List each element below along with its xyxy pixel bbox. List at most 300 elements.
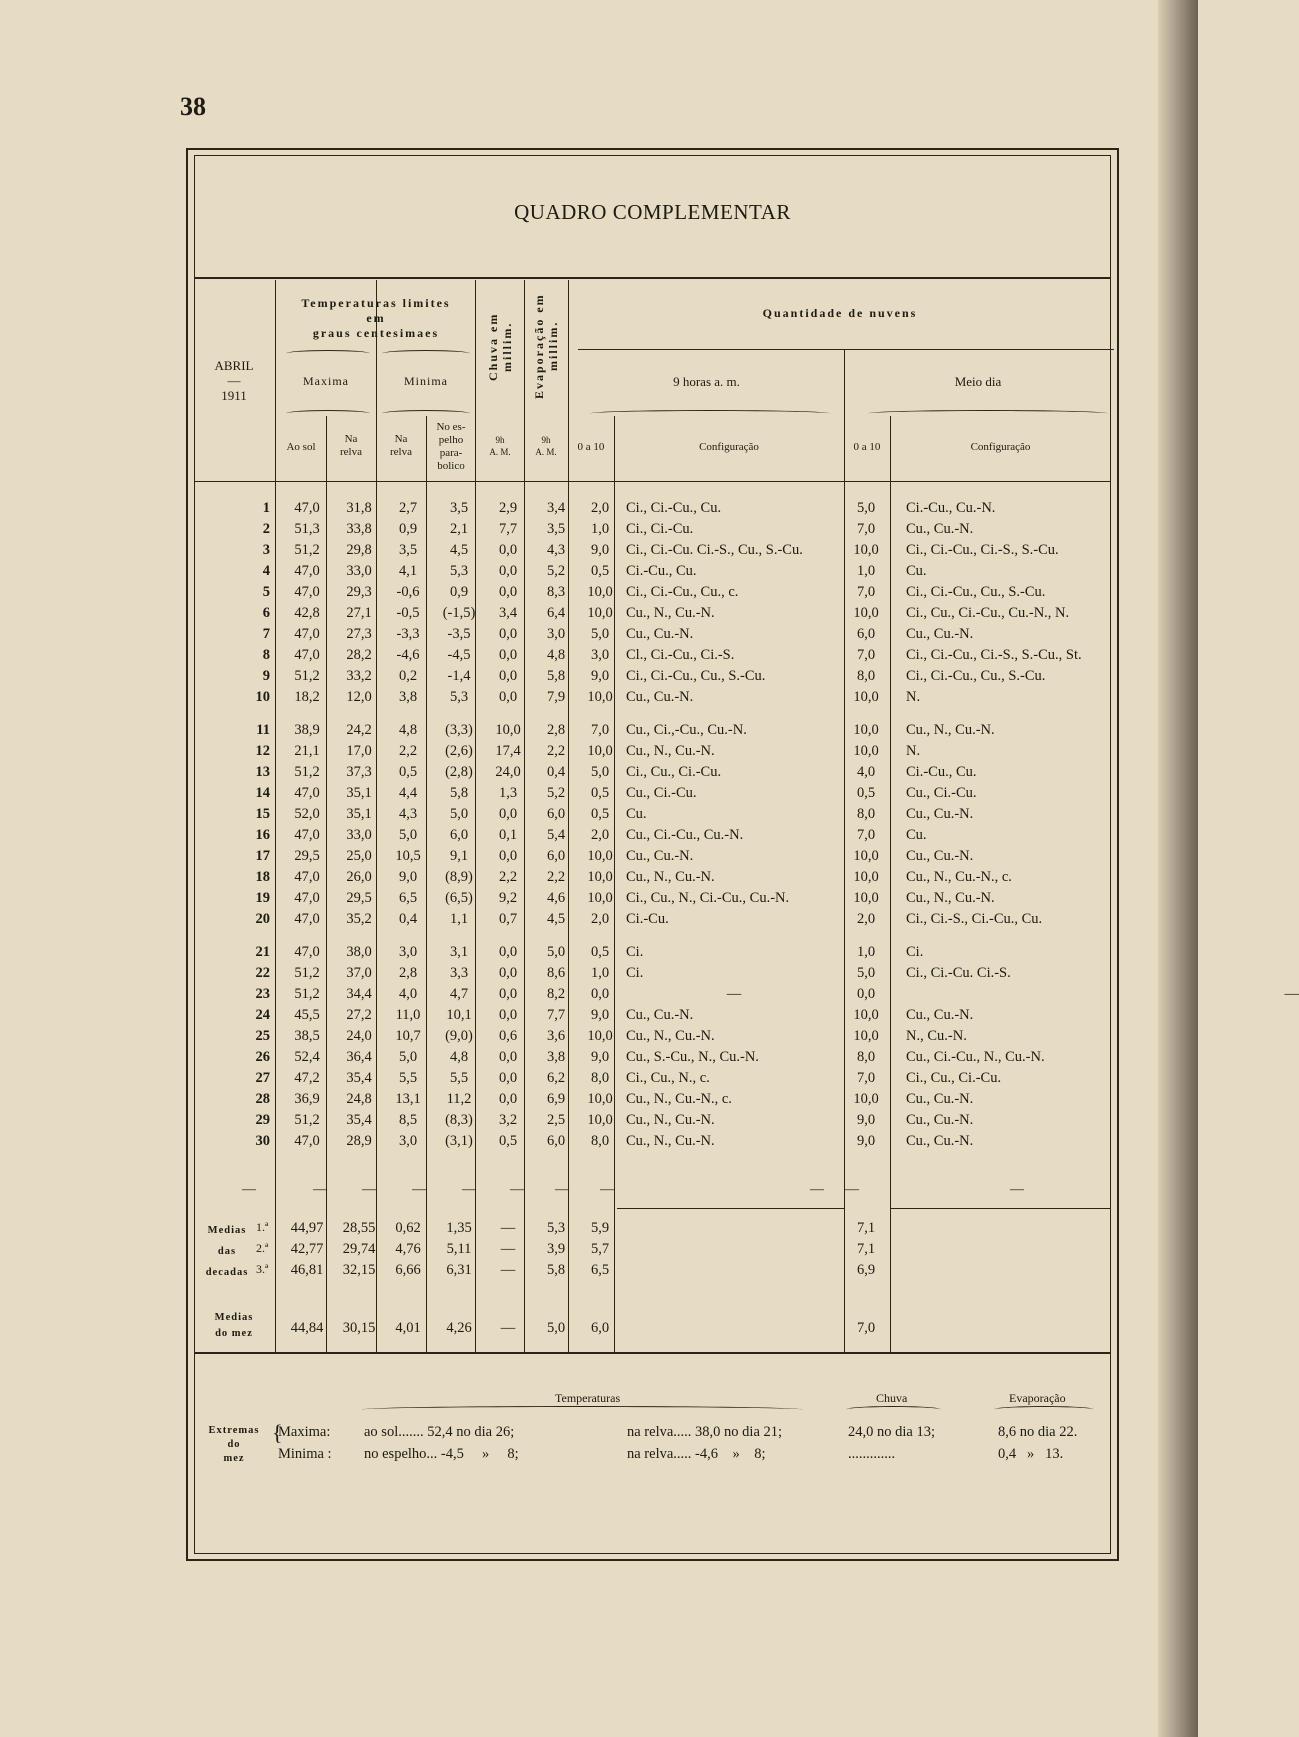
table-row	[194, 1133, 1111, 1154]
cell-config-9h: Cu., Cu.-N.	[626, 689, 694, 705]
cell-nuvens-9h: 10,0	[587, 1091, 613, 1107]
cell-temp-max-relva: 17,0	[346, 743, 372, 759]
cell-config-9h: Ci., Cu., Ci.-Cu.	[626, 764, 722, 780]
header-chuva-hora: 9h A. M.	[489, 435, 511, 457]
medias-decada-row	[194, 1262, 1111, 1283]
decada-value: 5,8	[546, 1262, 566, 1278]
cell-evaporacao: 8,6	[546, 965, 566, 981]
cell-nuvens-9h: 0,5	[590, 785, 610, 801]
cell-chuva: 17,4	[495, 743, 521, 759]
cell-config-meio-dia: Cu., Cu.-N.	[906, 848, 974, 864]
rule-medias	[617, 1208, 844, 1209]
extremas-maxima-label: Maxima:	[278, 1424, 331, 1440]
cell-config-meio-dia: Cu., Cu.-N.	[906, 1091, 974, 1107]
medias-decada-row	[194, 1241, 1111, 1262]
cell-nuvens-meio-dia: 4,0	[856, 764, 876, 780]
cell-evaporacao: 7,7	[546, 1007, 566, 1023]
cell-chuva: 0,0	[498, 1049, 518, 1065]
brace	[286, 350, 370, 357]
cell-temp-min-espelho: 3,1	[449, 944, 469, 960]
cell-day: 10	[255, 689, 270, 705]
cell-nuvens-meio-dia: 7,0	[856, 521, 876, 537]
cell-temp-max-sol: 21,1	[294, 743, 320, 759]
cell-temp-max-relva: 29,8	[346, 542, 372, 558]
table-row	[194, 668, 1111, 689]
cell-nuvens-9h: 0,5	[590, 563, 610, 579]
brace	[846, 1406, 941, 1413]
cell-config-9h: Cu., N., Cu.-N.	[626, 1028, 715, 1044]
cell-temp-max-relva: 27,3	[346, 626, 372, 642]
cell-temp-min-espelho: 5,5	[449, 1070, 469, 1086]
cell-temp-min-relva: 9,0	[398, 869, 418, 885]
cell-nuvens-meio-dia: 10,0	[853, 848, 879, 864]
cell-nuvens-meio-dia: 1,0	[856, 563, 876, 579]
cell-nuvens-9h: 8,0	[590, 1133, 610, 1149]
cell-nuvens-meio-dia: 0,0	[856, 986, 876, 1002]
cell-temp-max-sol: 52,4	[294, 1049, 320, 1065]
cell-evaporacao: 2,5	[546, 1112, 566, 1128]
cell-temp-max-relva: 35,4	[346, 1112, 372, 1128]
rule-under-header	[194, 481, 1111, 482]
decada-value: 46,81	[290, 1262, 324, 1278]
cell-evaporacao: 6,2	[546, 1070, 566, 1086]
decada-value: 5,7	[590, 1241, 610, 1257]
page-number: 38	[180, 92, 206, 121]
cell-config-9h: Cu., Ci.-Cu., Cu.-N.	[626, 827, 744, 843]
cell-chuva: 3,2	[498, 1112, 518, 1128]
cell-evaporacao: 2,2	[546, 869, 566, 885]
cell-config-meio-dia: Cu.	[906, 827, 927, 843]
cell-nuvens-meio-dia: 7,0	[856, 647, 876, 663]
cell-temp-max-sol: 47,0	[294, 626, 320, 642]
cell-temp-min-relva: 0,4	[398, 911, 418, 927]
header-nuvens: Quantidade de nuvens	[762, 306, 918, 320]
table-row	[194, 944, 1111, 965]
cell-temp-max-relva: 31,8	[346, 500, 372, 516]
cell-evaporacao: 6,0	[546, 1133, 566, 1149]
cell-evaporacao: 5,2	[546, 563, 566, 579]
cell-day: 17	[255, 848, 270, 864]
cell-temp-max-relva: 29,3	[346, 584, 372, 600]
extremas-min-chuva: .............	[848, 1446, 896, 1462]
cell-config-meio-dia: Cu., Cu.-N.	[906, 1133, 974, 1149]
cell-evaporacao: 6,0	[546, 848, 566, 864]
cell-config-meio-dia: Cu., Ci.-Cu., N., Cu.-N.	[906, 1049, 1045, 1065]
mez-value: 5,0	[546, 1320, 566, 1336]
cell-nuvens-9h: 10,0	[587, 605, 613, 621]
mez-value: 30,15	[342, 1320, 376, 1336]
dash-mark: —	[362, 1182, 376, 1197]
cell-config-meio-dia: Ci.	[906, 944, 924, 960]
table-row	[194, 743, 1111, 764]
cell-config-meio-dia: Ci.-Cu., Cu.	[906, 764, 977, 780]
cell-config-9h: Cu., S.-Cu., N., Cu.-N.	[626, 1049, 759, 1065]
cell-day: 6	[262, 605, 270, 621]
cell-config-meio-dia: Cu., Cu.-N.	[906, 521, 974, 537]
cell-temp-max-relva: 25,0	[346, 848, 372, 864]
cell-chuva: 0,0	[498, 1070, 518, 1086]
cell-temp-min-espelho: 3,5	[449, 500, 469, 516]
decada-value: 3,9	[546, 1241, 566, 1257]
cell-temp-max-relva: 36,4	[346, 1049, 372, 1065]
cell-config-9h: Cu., N., Cu.-N.	[626, 1133, 715, 1149]
header-na-relva-max: Na relva	[340, 433, 362, 458]
dash-mark: —	[242, 1182, 256, 1197]
cell-temp-min-relva: 5,0	[398, 1049, 418, 1065]
brace	[382, 350, 470, 357]
cell-nuvens-9h: 2,0	[590, 827, 610, 843]
cell-nuvens-meio-dia: 1,0	[856, 944, 876, 960]
cell-config-meio-dia: N.	[906, 689, 921, 705]
cell-config-meio-dia: Cu., Ci.-Cu.	[906, 785, 977, 801]
cell-day: 15	[255, 806, 270, 822]
table-row	[194, 689, 1111, 710]
cell-nuvens-meio-dia: 7,0	[856, 1070, 876, 1086]
rule-nuvens	[578, 349, 1114, 350]
cell-temp-min-espelho: 5,3	[449, 689, 469, 705]
cell-config-9h: Cu., N., Cu.-N.	[626, 743, 715, 759]
decada-value: —	[500, 1262, 516, 1278]
cell-temp-min-relva: 11,0	[395, 1007, 421, 1023]
cell-nuvens-9h: 1,0	[590, 965, 610, 981]
cell-nuvens-meio-dia: 0,5	[856, 785, 876, 801]
cell-temp-min-relva: 3,8	[398, 689, 418, 705]
cell-nuvens-9h: 10,0	[587, 584, 613, 600]
decada-value: 29,74	[342, 1241, 376, 1257]
decada-value: 6,66	[395, 1262, 421, 1278]
cell-temp-min-espelho: (3,1)	[445, 1133, 473, 1149]
cell-day: 24	[255, 1007, 270, 1023]
cell-config-meio-dia: Ci., Ci.-Cu., Ci.-S., S.-Cu.	[906, 542, 1059, 558]
cell-evaporacao: 3,0	[546, 626, 566, 642]
cell-nuvens-meio-dia: 8,0	[856, 668, 876, 684]
header-minima: Minima	[404, 374, 448, 388]
table-row	[194, 911, 1111, 932]
extremas-minima-label: Minima :	[278, 1446, 332, 1462]
cell-temp-min-espelho: (-1,5)	[442, 605, 476, 621]
cell-temp-max-sol: 51,2	[294, 965, 320, 981]
cell-temp-max-sol: 42,8	[294, 605, 320, 621]
book-spine-shadow	[1158, 0, 1198, 1737]
cell-temp-min-relva: 5,0	[398, 827, 418, 843]
extremas-max-evap: 8,6 no dia 22.	[998, 1424, 1078, 1440]
cell-chuva: 9,2	[498, 890, 518, 906]
cell-config-meio-dia: Cu., Cu.-N.	[906, 1007, 974, 1023]
table-row	[194, 542, 1111, 563]
cell-nuvens-meio-dia: 5,0	[856, 965, 876, 981]
cell-evaporacao: 5,0	[546, 944, 566, 960]
cell-chuva: 0,0	[498, 668, 518, 684]
cell-evaporacao: 4,8	[546, 647, 566, 663]
cell-day: 1	[262, 500, 270, 516]
cell-temp-min-relva: 4,0	[398, 986, 418, 1002]
cell-evaporacao: 6,4	[546, 605, 566, 621]
cell-nuvens-meio-dia: 10,0	[853, 890, 879, 906]
cell-nuvens-9h: 7,0	[590, 722, 610, 738]
cell-temp-min-relva: 3,5	[398, 542, 418, 558]
cell-temp-min-relva: 3,0	[398, 1133, 418, 1149]
decada-label: 3.ª	[256, 1262, 269, 1276]
brace	[382, 410, 470, 417]
cell-temp-max-relva: 26,0	[346, 869, 372, 885]
cell-evaporacao: 5,8	[546, 668, 566, 684]
cell-config-meio-dia: Ci.-Cu., Cu.-N.	[906, 500, 996, 516]
decada-value: 7,1	[856, 1220, 876, 1236]
table-row	[194, 869, 1111, 890]
cell-nuvens-9h: 0,5	[590, 944, 610, 960]
cell-temp-max-sol: 47,0	[294, 500, 320, 516]
header-espelho: No es- pelho para- bolico	[436, 421, 466, 472]
cell-config-9h: Ci., Cu., N., c.	[626, 1070, 710, 1086]
cell-chuva: 0,0	[498, 542, 518, 558]
cell-temp-min-espelho: -4,5	[447, 647, 471, 663]
cell-nuvens-meio-dia: 8,0	[856, 1049, 876, 1065]
table-row	[194, 521, 1111, 542]
cell-evaporacao: 6,0	[546, 806, 566, 822]
header-config-9h: Configuração	[699, 441, 759, 453]
decada-value: 6,9	[856, 1262, 876, 1278]
cell-chuva: 0,0	[498, 848, 518, 864]
header-temp-line: em	[366, 311, 386, 325]
cell-evaporacao: 2,2	[546, 743, 566, 759]
extremas-hdr-evaporacao: Evaporação	[1009, 1391, 1066, 1405]
extremas-max-chuva: 24,0 no dia 13;	[848, 1424, 935, 1440]
header-na-relva-min: Na relva	[390, 433, 412, 458]
extremas-hdr-temperaturas: Temperaturas	[555, 1391, 621, 1405]
medias-decada-row	[194, 1220, 1111, 1241]
cell-config-meio-dia: —	[1284, 986, 1299, 1002]
header-chuva: Chuva em millim.	[486, 312, 514, 382]
cell-day: 16	[255, 827, 270, 843]
cell-config-9h: Ci., Ci.-Cu., Cu., c.	[626, 584, 739, 600]
decada-value: —	[500, 1241, 516, 1257]
header-escala-9h: 0 a 10	[577, 441, 605, 453]
header-temp-line: graus centesimaes	[312, 326, 440, 340]
extremas-brace-left: {	[272, 1420, 283, 1445]
decada-value: 44,97	[290, 1220, 324, 1236]
cell-chuva: 0,0	[498, 626, 518, 642]
decada-label: 2.ª	[256, 1241, 269, 1255]
cell-config-meio-dia: Ci., Cu., Ci.-Cu., Cu.-N., N.	[906, 605, 1070, 621]
cell-day: 22	[255, 965, 270, 981]
cell-evaporacao: 8,3	[546, 584, 566, 600]
cell-chuva: 0,0	[498, 1091, 518, 1107]
cell-temp-min-espelho: (2,6)	[445, 743, 473, 759]
brace	[868, 410, 1108, 417]
cell-nuvens-meio-dia: 10,0	[853, 743, 879, 759]
cell-day: 21	[255, 944, 270, 960]
cell-nuvens-meio-dia: 10,0	[853, 689, 879, 705]
cell-config-9h: —	[726, 986, 742, 1002]
cell-temp-min-espelho: 5,8	[449, 785, 469, 801]
cell-config-9h: Cu., N., Cu.-N.	[626, 869, 715, 885]
cell-config-9h: Cu., Ci.,-Cu., Cu.-N.	[626, 722, 747, 738]
mez-value: 6,0	[590, 1320, 610, 1336]
cell-config-meio-dia: N., Cu.-N.	[906, 1028, 967, 1044]
cell-evaporacao: 0,4	[546, 764, 566, 780]
cell-nuvens-9h: 10,0	[587, 743, 613, 759]
cell-temp-min-relva: 4,1	[398, 563, 418, 579]
cell-nuvens-9h: 10,0	[587, 689, 613, 705]
rule-medias	[890, 1208, 1111, 1209]
decada-value: 5,11	[446, 1241, 472, 1257]
cell-chuva: 0,0	[498, 689, 518, 705]
mez-value: 4,26	[446, 1320, 472, 1336]
table-row	[194, 965, 1111, 986]
cell-temp-min-relva: -4,6	[396, 647, 420, 663]
decada-value: 28,55	[342, 1220, 376, 1236]
header-config-md: Configuração	[970, 441, 1031, 453]
table-row	[194, 1112, 1111, 1133]
cell-temp-max-sol: 47,2	[294, 1070, 320, 1086]
cell-config-meio-dia: N.	[906, 743, 921, 759]
cell-config-meio-dia: Cu., N., Cu.-N.	[906, 890, 995, 906]
mez-value: 7,0	[856, 1320, 876, 1336]
brace	[590, 410, 830, 417]
cell-evaporacao: 4,3	[546, 542, 566, 558]
cell-nuvens-9h: 9,0	[590, 1049, 610, 1065]
cell-temp-min-relva: 0,2	[398, 668, 418, 684]
extremas-min-evap: 0,4 » 13.	[998, 1446, 1064, 1462]
extremas-label: Extremas do mez	[208, 1425, 260, 1464]
cell-temp-max-sol: 36,9	[294, 1091, 320, 1107]
header-ao-sol: Ao sol	[286, 441, 316, 453]
cell-day: 26	[255, 1049, 270, 1065]
cell-nuvens-9h: 10,0	[587, 890, 613, 906]
cell-config-meio-dia: Ci., Ci.-Cu., Cu., S.-Cu.	[906, 668, 1046, 684]
cell-temp-max-relva: 29,5	[346, 890, 372, 906]
extremas-max-temp-relva: na relva..... 38,0 no dia 21;	[627, 1424, 783, 1440]
cell-nuvens-meio-dia: 9,0	[856, 1133, 876, 1149]
cell-temp-max-sol: 47,0	[294, 911, 320, 927]
cell-evaporacao: 4,5	[546, 911, 566, 927]
dash-mark: —	[555, 1182, 569, 1197]
cell-config-9h: Ci., Cu., N., Ci.-Cu., Cu.-N.	[626, 890, 790, 906]
cell-temp-max-sol: 47,0	[294, 1133, 320, 1149]
cell-temp-max-sol: 47,0	[294, 563, 320, 579]
cell-temp-max-sol: 51,2	[294, 542, 320, 558]
extremas-hdr-chuva: Chuva	[876, 1391, 908, 1405]
table-row	[194, 1091, 1111, 1112]
header-evaporacao: Evaporação em millim.	[532, 293, 560, 399]
cell-day: 12	[255, 743, 270, 759]
cell-day: 7	[262, 626, 270, 642]
cell-config-9h: Ci., Ci.-Cu.	[626, 521, 694, 537]
cell-temp-min-espelho: 6,0	[449, 827, 469, 843]
cell-temp-max-sol: 38,5	[294, 1028, 320, 1044]
cell-temp-max-relva: 27,1	[346, 605, 372, 621]
cell-temp-max-relva: 27,2	[346, 1007, 372, 1023]
cell-temp-max-relva: 35,4	[346, 1070, 372, 1086]
cell-nuvens-meio-dia: 7,0	[856, 584, 876, 600]
cell-temp-min-espelho: (3,3)	[445, 722, 473, 738]
cell-chuva: 3,4	[498, 605, 518, 621]
cell-config-9h: Ci.-Cu.	[626, 911, 669, 927]
header-evap-hora: 9h A. M.	[535, 435, 557, 457]
cell-nuvens-meio-dia: 10,0	[853, 1028, 879, 1044]
cell-day: 27	[255, 1070, 270, 1086]
brace	[994, 1406, 1094, 1413]
cell-temp-min-relva: 10,7	[395, 1028, 421, 1044]
cell-temp-max-relva: 38,0	[346, 944, 372, 960]
cell-temp-min-relva: 13,1	[395, 1091, 421, 1107]
cell-temp-max-relva: 12,0	[346, 689, 372, 705]
rule-under-title	[194, 277, 1111, 279]
cell-temp-max-relva: 37,0	[346, 965, 372, 981]
cell-nuvens-meio-dia: 10,0	[853, 869, 879, 885]
cell-temp-max-sol: 38,9	[294, 722, 320, 738]
cell-config-9h: Ci., Ci.-Cu., Cu.	[626, 500, 722, 516]
cell-nuvens-9h: 0,5	[590, 806, 610, 822]
cell-config-9h: Cu., Ci.-Cu.	[626, 785, 697, 801]
cell-config-9h: Ci.	[626, 944, 644, 960]
header-maxima: Maxima	[303, 374, 349, 388]
dash-mark: —	[313, 1182, 327, 1197]
cell-day: 30	[255, 1133, 270, 1149]
cell-chuva: 2,2	[498, 869, 518, 885]
cell-temp-min-espelho: 2,1	[449, 521, 469, 537]
dash-mark: —	[412, 1182, 426, 1197]
cell-temp-max-relva: 24,8	[346, 1091, 372, 1107]
cell-config-meio-dia: Ci., Ci.-S., Ci.-Cu., Cu.	[906, 911, 1043, 927]
header-escala-md: 0 a 10	[853, 441, 881, 453]
medias-decadas-label: Medias das decadas	[205, 1225, 249, 1278]
cell-temp-max-sol: 47,0	[294, 785, 320, 801]
decada-value: 6,31	[446, 1262, 472, 1278]
cell-nuvens-9h: 9,0	[590, 542, 610, 558]
cell-chuva: 0,0	[498, 944, 518, 960]
cell-temp-max-sol: 51,2	[294, 764, 320, 780]
table-row	[194, 806, 1111, 827]
cell-nuvens-meio-dia: 6,0	[856, 626, 876, 642]
cell-day: 20	[255, 911, 270, 927]
dash-mark: —	[810, 1182, 824, 1197]
cell-temp-max-relva: 35,1	[346, 785, 372, 801]
cell-temp-min-espelho: 10,1	[446, 1007, 472, 1023]
cell-config-meio-dia: Cu., Cu.-N.	[906, 806, 974, 822]
dash-mark: —	[510, 1182, 524, 1197]
extremas-min-temp-espelho: no espelho... -4,5 » 8;	[364, 1446, 519, 1462]
cell-evaporacao: 3,4	[546, 500, 566, 516]
cell-evaporacao: 4,6	[546, 890, 566, 906]
cell-temp-min-espelho: 5,3	[449, 563, 469, 579]
table-row	[194, 827, 1111, 848]
cell-chuva: 0,0	[498, 965, 518, 981]
cell-temp-min-relva: 10,5	[395, 848, 421, 864]
table-row	[194, 785, 1111, 806]
cell-config-9h: Ci.	[626, 965, 644, 981]
cell-nuvens-9h: 5,0	[590, 764, 610, 780]
cell-temp-min-espelho: 9,1	[449, 848, 469, 864]
decada-value: —	[500, 1220, 516, 1236]
cell-temp-min-espelho: (8,9)	[445, 869, 473, 885]
cell-evaporacao: 5,4	[546, 827, 566, 843]
cell-temp-min-relva: 2,2	[398, 743, 418, 759]
table-row	[194, 647, 1111, 668]
cell-day: 2	[262, 521, 270, 537]
cell-chuva: 2,9	[498, 500, 518, 516]
decada-label: 1.ª	[256, 1220, 269, 1234]
mez-value: 44,84	[290, 1320, 324, 1336]
cell-config-9h: Cu., Cu.-N.	[626, 1007, 694, 1023]
cell-temp-max-sol: 47,0	[294, 827, 320, 843]
cell-nuvens-9h: 10,0	[587, 1112, 613, 1128]
header-meio-dia: Meio dia	[954, 374, 1002, 389]
cell-temp-max-relva: 34,4	[346, 986, 372, 1002]
header-temp-line: Temperaturas limites	[301, 296, 451, 310]
cell-config-meio-dia: Cu., N., Cu.-N.	[906, 722, 995, 738]
cell-temp-max-sol: 51,3	[294, 521, 320, 537]
